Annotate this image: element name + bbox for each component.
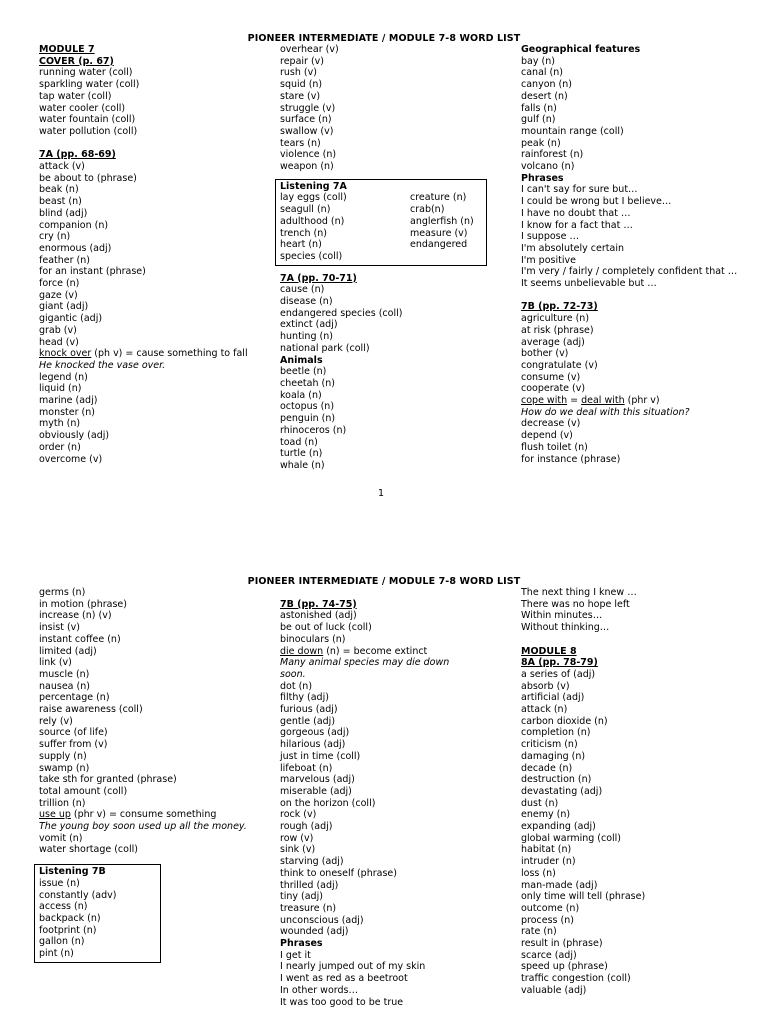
- word-list-phrases: [521, 184, 746, 289]
- word-item: footprint (n): [39, 924, 97, 936]
- word-item: unconscious (adj): [280, 914, 364, 926]
- word-item: turtle (n): [280, 448, 323, 460]
- word-item: bother (v): [521, 348, 569, 360]
- word-item: decrease (v): [521, 418, 581, 430]
- phrasal-verb-term: use up: [39, 809, 71, 821]
- phrase-item: I nearly jumped out of my skin: [280, 961, 426, 973]
- word-list-geographical: [521, 56, 746, 173]
- word-item: binoculars (n): [280, 633, 346, 645]
- phrasal-verb-definition: (n) = become extinct: [323, 645, 428, 657]
- word-item: devastating (adj): [521, 785, 603, 797]
- word-list-7b-2: [280, 610, 495, 645]
- word-item: damaging (n): [521, 750, 586, 762]
- section-heading-animals: Animals: [280, 354, 323, 366]
- word-item: seagull (n): [280, 204, 331, 216]
- word-item: at risk (phrase): [521, 324, 594, 336]
- word-item: beetle (n): [280, 366, 327, 378]
- word-item: water pollution (coll): [39, 125, 138, 137]
- word-item: giant (adj): [39, 301, 89, 313]
- word-item: source (of life): [39, 727, 108, 739]
- word-item: access (n): [39, 901, 88, 913]
- phrasal-verb-term: die down: [280, 645, 324, 657]
- word-item: force (n): [39, 278, 80, 290]
- word-item: endangered species (coll): [280, 307, 403, 319]
- word-item: beast (n): [39, 196, 82, 208]
- word-item: running water (coll): [39, 67, 133, 79]
- listening-row: [280, 228, 482, 240]
- phrase-item: I suppose …: [521, 231, 579, 243]
- word-item: be out of luck (coll): [280, 622, 372, 634]
- word-item: on the horizon (coll): [280, 797, 376, 809]
- word-item: depend (v): [521, 430, 573, 442]
- phrase-item: I'm positive: [521, 254, 576, 266]
- word-item: gallon (n): [39, 936, 85, 948]
- word-item: penguin (n): [280, 413, 336, 425]
- phrasal-verb-term: cope with: [521, 395, 568, 407]
- page-1: [0, 0, 768, 505]
- word-item: falls (n): [521, 102, 557, 114]
- word-item: rely (v): [39, 715, 73, 727]
- word-item: cheetah (n): [280, 377, 335, 389]
- word-list-phrases-cont: [521, 587, 746, 634]
- word-item: thrilled (adj): [280, 879, 339, 891]
- word-item: consume (v): [521, 371, 581, 383]
- word-item: gaze (v): [39, 289, 78, 301]
- word-item: swamp (n): [39, 762, 90, 774]
- word-item: head (v): [39, 336, 79, 348]
- word-item: rainforest (n): [521, 149, 584, 161]
- word-item: for an instant (phrase): [39, 266, 146, 278]
- example-sentence: The young boy soon used up all the money.: [39, 821, 247, 833]
- word-item: toad (n): [280, 436, 318, 448]
- word-item: tap water (coll): [39, 90, 112, 102]
- word-item: constantly (adv): [39, 889, 117, 901]
- module-heading: MODULE 8: [521, 645, 577, 657]
- word-item: cooperate (v): [521, 383, 586, 395]
- word-item: miserable (adj): [280, 785, 352, 797]
- word-item: a series of (adj): [521, 668, 596, 680]
- word-item: legend (n): [39, 371, 88, 383]
- word-item: traffic congestion (coll): [521, 973, 631, 985]
- word-item: man-made (adj): [521, 879, 598, 891]
- word-item: crab(n): [410, 204, 445, 216]
- word-item: lay eggs (coll): [280, 192, 347, 204]
- phrase-item: I get it: [280, 949, 311, 961]
- phrasal-verb-definition: (phr v) = consume something: [70, 809, 217, 821]
- word-list-7a-end: [280, 44, 495, 173]
- word-item: outcome (n): [521, 902, 580, 914]
- word-item: species (coll): [280, 250, 343, 262]
- word-list-phrases: [280, 950, 495, 1009]
- word-item: myth (n): [39, 418, 81, 430]
- word-list-7b-cont: [521, 418, 746, 465]
- section-heading-phrases: Phrases: [280, 938, 323, 950]
- column-1: [39, 587, 254, 963]
- word-item: attack (v): [39, 161, 85, 173]
- word-item: water cooler (coll): [39, 102, 126, 114]
- word-list-7b-2-cont: [280, 681, 495, 938]
- word-item: think to oneself (phrase): [280, 867, 397, 879]
- definition-cope-with: [521, 395, 746, 407]
- word-item: total amount (coll): [39, 785, 128, 797]
- word-item: global warming (coll): [521, 832, 622, 844]
- word-item: intruder (n): [521, 856, 576, 868]
- word-item: feather (n): [39, 254, 90, 266]
- word-item: rhinoceros (n): [280, 424, 347, 436]
- word-item: attack (n): [521, 704, 568, 716]
- word-item: insist (v): [39, 622, 80, 634]
- word-item: endangered: [410, 239, 468, 251]
- listening-row: [280, 192, 482, 204]
- word-item: beak (n): [39, 184, 79, 196]
- word-item: obviously (adj): [39, 430, 110, 442]
- word-item: grab (v): [39, 324, 77, 336]
- word-item: marine (adj): [39, 395, 98, 407]
- word-item: whale (n): [280, 459, 325, 471]
- word-list-animals: [280, 366, 495, 471]
- column-3: [521, 44, 746, 465]
- word-item: mountain range (coll): [521, 125, 624, 137]
- section-heading-7a-2: 7A (pp. 70-71): [280, 272, 357, 284]
- word-item: surface (n): [280, 114, 332, 126]
- word-item: [410, 251, 482, 263]
- word-item: artificial (adj): [521, 692, 585, 704]
- word-item: suffer from (v): [39, 739, 108, 751]
- word-item: in motion (phrase): [39, 598, 127, 610]
- phrase-item: The next thing I knew …: [521, 587, 637, 598]
- equals-sign: =: [567, 395, 582, 407]
- word-item: gigantic (adj): [39, 313, 103, 325]
- word-item: overhear (v): [280, 44, 339, 55]
- definition-use-up: [39, 809, 254, 821]
- page-number: 1: [378, 488, 385, 499]
- word-item: octopus (n): [280, 401, 335, 413]
- word-item: canal (n): [521, 67, 563, 79]
- word-item: bay (n): [521, 55, 555, 67]
- column-3: [521, 587, 746, 997]
- word-item: germs (n): [39, 587, 86, 598]
- word-item: only time will tell (phrase): [521, 891, 646, 903]
- word-item: sparkling water (coll): [39, 79, 140, 91]
- word-item: increase (n) (v): [39, 610, 112, 622]
- word-item: tears (n): [280, 137, 321, 149]
- word-item: disease (n): [280, 296, 333, 308]
- word-item: raise awareness (coll): [39, 704, 143, 716]
- phrasal-verb-definition: (ph v) = cause something to fall: [91, 348, 248, 360]
- word-item: liquid (n): [39, 383, 82, 395]
- word-item: rush (v): [280, 67, 317, 79]
- word-item: scarce (adj): [521, 949, 577, 961]
- word-item: carbon dioxide (n): [521, 715, 608, 727]
- word-item: trillion (n): [39, 797, 86, 809]
- word-item: speed up (phrase): [521, 961, 608, 973]
- word-item: national park (coll): [280, 342, 370, 354]
- word-item: treasure (n): [280, 902, 337, 914]
- word-item: pint (n): [39, 948, 74, 960]
- word-list-8a: [521, 669, 746, 997]
- phrase-item: There was no hope left: [521, 598, 630, 610]
- example-sentence: He knocked the vase over.: [39, 359, 166, 371]
- word-item: water fountain (coll): [39, 114, 136, 126]
- word-list-7b: [521, 313, 746, 395]
- word-item: measure (v): [410, 227, 468, 239]
- word-item: overcome (v): [39, 453, 103, 465]
- phrase-item: I have no doubt that …: [521, 207, 631, 219]
- listening-heading: Listening 7A: [280, 180, 347, 192]
- word-item: anglerfish (n): [410, 215, 474, 227]
- word-item: marvelous (adj): [280, 774, 355, 786]
- section-heading-7b-2: 7B (pp. 74-75): [280, 598, 357, 610]
- phrase-item: I'm very / fairly / completely confident that …: [521, 266, 738, 278]
- word-item: struggle (v): [280, 102, 336, 114]
- word-item: order (n): [39, 441, 81, 453]
- word-list-7b-cont: [39, 587, 254, 809]
- phrase-item: Within minutes…: [521, 610, 603, 622]
- word-item: rock (v): [280, 809, 317, 821]
- phrase-item: It seems unbelievable but …: [521, 278, 657, 290]
- word-item: result in (phrase): [521, 938, 603, 950]
- word-item: desert (n): [521, 90, 568, 102]
- phrase-item: I know for a fact that …: [521, 219, 633, 231]
- word-item: stare (v): [280, 90, 321, 102]
- word-item: take sth for granted (phrase): [39, 774, 177, 786]
- section-heading-7a: 7A (pp. 68-69): [39, 149, 116, 161]
- word-item: instant coffee (n): [39, 633, 121, 645]
- word-item: peak (n): [521, 137, 561, 149]
- section-heading-phrases: Phrases: [521, 172, 564, 184]
- word-item: starving (adj): [280, 856, 344, 868]
- word-item: koala (n): [280, 389, 322, 401]
- word-item: loss (n): [521, 867, 556, 879]
- word-item: absorb (v): [521, 680, 570, 692]
- word-item: creature (n): [410, 192, 467, 204]
- word-item: criticism (n): [521, 739, 578, 751]
- word-item: gentle (adj): [280, 715, 336, 727]
- word-item: gorgeous (adj): [280, 727, 350, 739]
- word-list-7a-cont: [39, 372, 254, 466]
- word-item: wounded (adj): [280, 926, 349, 938]
- listening-7b-box: [34, 864, 161, 963]
- phrase-item: I could be wrong but I believe…: [521, 196, 672, 208]
- word-item: muscle (n): [39, 668, 90, 680]
- word-item: completion (n): [521, 727, 591, 739]
- listening-heading: Listening 7B: [39, 866, 106, 878]
- word-item: extinct (adj): [280, 319, 338, 331]
- word-item: volcano (n): [521, 161, 575, 173]
- listening-row: [280, 204, 482, 216]
- word-item: repair (v): [280, 55, 324, 67]
- page-2: [0, 568, 768, 1024]
- word-item: destruction (n): [521, 774, 592, 786]
- word-item: swallow (v): [280, 125, 334, 137]
- listening-7a-box: [275, 179, 487, 266]
- section-heading-cover: COVER (p. 67): [39, 55, 114, 67]
- word-item: gulf (n): [521, 114, 556, 126]
- listening-row: [280, 216, 482, 228]
- word-item: vomit (n): [39, 832, 83, 844]
- word-item: canyon (n): [521, 79, 572, 91]
- word-item: weapon (n): [280, 161, 334, 173]
- column-2: [280, 44, 495, 472]
- word-item: lifeboat (n): [280, 762, 333, 774]
- phrase-item: It was too good to be true: [280, 996, 404, 1008]
- word-item: hunting (n): [280, 331, 333, 343]
- phrasal-verb-definition: (phr v): [624, 395, 660, 407]
- column-1: [39, 44, 254, 465]
- word-item: cry (n): [39, 231, 71, 243]
- word-item: furious (adj): [280, 704, 338, 716]
- word-item: astonished (adj): [280, 610, 357, 622]
- word-item: decade (n): [521, 762, 573, 774]
- word-item: cause (n): [280, 284, 325, 296]
- word-list-7b-end: [39, 833, 254, 856]
- example-sentence: How do we deal with this situation?: [521, 406, 690, 418]
- phrasal-verb-term: knock over: [39, 348, 92, 360]
- word-item: flush toilet (n): [521, 441, 588, 453]
- word-item: rough (adj): [280, 821, 333, 833]
- word-item: expanding (adj): [521, 821, 596, 833]
- word-item: backpack (n): [39, 912, 101, 924]
- example-sentence: Many animal species may die down soon.: [280, 657, 450, 680]
- page-title: PIONEER INTERMEDIATE / MODULE 7-8 WORD LIST: [247, 576, 521, 587]
- phrase-item: I went as red as a beetroot: [280, 973, 408, 985]
- word-item: link (v): [39, 657, 72, 669]
- word-item: enemy (n): [521, 809, 571, 821]
- listening-row: [280, 251, 482, 263]
- word-item: monster (n): [39, 406, 95, 418]
- word-item: congratulate (v): [521, 359, 598, 371]
- phrase-item: I'm absolutely certain: [521, 242, 624, 254]
- word-item: percentage (n): [39, 692, 110, 704]
- word-item: row (v): [280, 832, 314, 844]
- definition-knock-over: [39, 348, 254, 360]
- phrasal-verb-synonym: deal with: [581, 395, 625, 407]
- word-item: limited (adj): [39, 645, 97, 657]
- word-item: filthy (adj): [280, 692, 329, 704]
- module-heading: MODULE 7: [39, 44, 95, 55]
- word-item: enormous (adj): [39, 242, 112, 254]
- word-list-cover: [39, 67, 254, 137]
- column-2: [280, 587, 495, 1008]
- word-item: dust (n): [521, 797, 559, 809]
- word-item: issue (n): [39, 877, 80, 889]
- page-title: PIONEER INTERMEDIATE / MODULE 7-8 WORD LIST: [247, 33, 521, 44]
- word-item: blind (adj): [39, 207, 88, 219]
- word-list-7a-2: [280, 284, 495, 354]
- phrase-item: I can't say for sure but…: [521, 184, 638, 196]
- word-item: tiny (adj): [280, 891, 323, 903]
- word-item: supply (n): [39, 750, 87, 762]
- section-heading-geographical: Geographical features: [521, 44, 641, 55]
- word-item: hilarious (adj): [280, 739, 346, 751]
- word-item: squid (n): [280, 79, 323, 91]
- word-item: habitat (n): [521, 844, 572, 856]
- section-heading-7b: 7B (pp. 72-73): [521, 301, 598, 313]
- word-item: adulthood (n): [280, 215, 345, 227]
- phrase-item: In other words…: [280, 984, 358, 996]
- word-item: valuable (adj): [521, 984, 587, 996]
- word-item: be about to (phrase): [39, 172, 137, 184]
- word-item: average (adj): [521, 336, 585, 348]
- word-item: process (n): [521, 914, 574, 926]
- word-item: for instance (phrase): [521, 453, 621, 465]
- word-item: companion (n): [39, 219, 109, 231]
- word-item: violence (n): [280, 149, 337, 161]
- word-list-7a: [39, 161, 254, 348]
- word-item: nausea (n): [39, 680, 90, 692]
- word-item: rate (n): [521, 926, 557, 938]
- listening-row: [280, 239, 482, 251]
- phrase-item: Without thinking…: [521, 622, 610, 634]
- word-item: dot (n): [280, 680, 313, 692]
- word-item: sink (v): [280, 844, 316, 856]
- word-item: just in time (coll): [280, 750, 361, 762]
- definition-die-down: [280, 646, 495, 658]
- word-item: heart (n): [280, 239, 322, 251]
- word-item: water shortage (coll): [39, 844, 138, 856]
- word-item: trench (n): [280, 227, 327, 239]
- word-item: agriculture (n): [521, 313, 590, 325]
- section-heading-8a: 8A (pp. 78-79): [521, 657, 598, 669]
